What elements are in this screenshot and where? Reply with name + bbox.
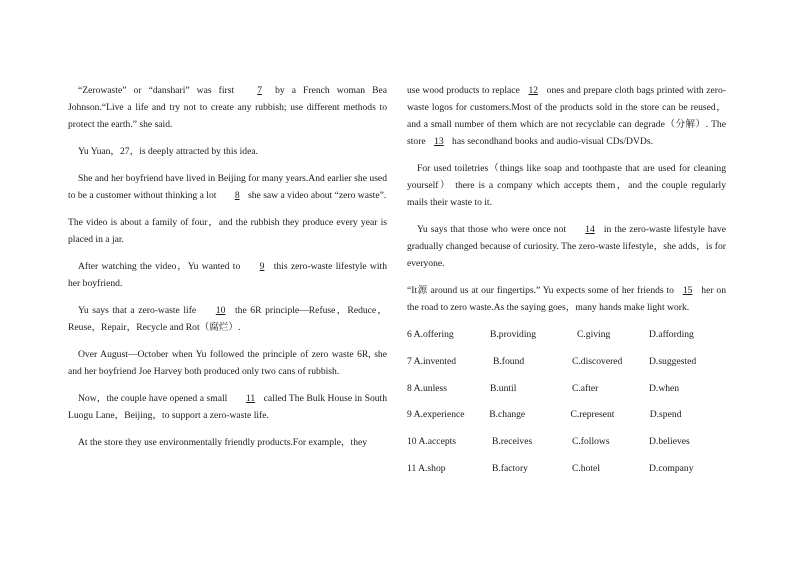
option-7-d: D.suggested (649, 355, 697, 367)
blank-10: 10 (215, 305, 226, 316)
paragraph-4: The video is about a family of four，and the rubbish they produce every year is placed in a jar. (68, 217, 387, 245)
option-row-10 (407, 433, 726, 450)
option-11-c: C.hotel (572, 462, 600, 474)
blank-15: 15 (682, 285, 693, 296)
paragraph-10: use wood products to replace 12 ones and prepare cloth bags printed with zero-waste logos for customers.Most of the products sold in the store can be reused，and a small number of them which are not recyclable can degrade（分解）. The store 13 has secondhand books and audio-visual CDs/DVDs. (407, 82, 726, 150)
option-row-11 (407, 460, 726, 477)
blank-8: 8 (234, 190, 240, 201)
right-column (407, 82, 726, 487)
paragraph-11: For used toiletries（things like soap and toothpaste that are used for cleaning yourself） there is a company which accepts them，and the couple regularly mails their waste to it. (407, 163, 726, 208)
option-row-6 (407, 326, 726, 343)
option-7-a: 7 A.invented (407, 355, 457, 367)
option-9-b: B.change (489, 409, 526, 421)
blank-7: 7 (257, 85, 262, 96)
option-9-a: 9 A.experience (407, 409, 465, 421)
option-6-b: B.providing (490, 329, 537, 340)
paragraph-13: “It源 around us at our fingertips.” Yu expects some of her friends to 15 her on the road to zero waste.As the saying goes，many hands make light work. (407, 282, 726, 316)
option-11-d: D.company (649, 462, 694, 474)
paragraph-9: At the store they use environmentally friendly products.For example，they (78, 437, 368, 448)
answer-options (407, 326, 726, 477)
option-8-c: C.after (572, 382, 599, 394)
option-row-8 (407, 380, 726, 397)
option-10-a: 10 A.accepts (407, 436, 457, 448)
paragraph-5: After watching the video，Yu wanted to 9 this zero-waste lifestyle with her boyfriend. (68, 258, 387, 292)
paragraph-6: Yu says that a zero-waste life 10 the 6R principle—Refuse，Reduce，Reuse，Repair，Recycle and Rot（腐烂）. (68, 302, 387, 336)
option-11-a: 11 A.shop (407, 462, 446, 474)
paragraph-3: She and her boyfriend have lived in Beijing for many years.And earlier she used to be a customer without thinking a lot 8 she saw a video about “zero waste”. (68, 170, 387, 204)
blank-13: 13 (434, 136, 444, 147)
paragraph-7: Over August—October when Yu followed the principle of zero waste 6R, she and her boyfriend Joe Harvey both produced only two cans of rubbish. (68, 349, 387, 377)
option-7-c: C.discovered (572, 355, 623, 367)
paragraph-12: Yu says that those who were once not 14 in the zero-waste lifestyle have gradually changed because of curiosity. The zero-waste lifestyle，she adds，is for everyone. (407, 221, 726, 272)
option-7-b: B.found (493, 355, 525, 367)
option-8-d: D.when (649, 382, 680, 394)
option-row-9 (407, 406, 726, 423)
option-8-a: 8 A.unless (407, 382, 447, 394)
option-6-d: D.affording (649, 329, 694, 340)
option-6-c: C.giving (577, 329, 611, 340)
blank-11: 11 (245, 393, 256, 404)
left-column (68, 82, 387, 461)
blank-14: 14 (585, 224, 595, 235)
option-row-7 (407, 353, 726, 370)
option-10-d: D.believes (649, 436, 690, 448)
blank-12: 12 (528, 85, 539, 96)
paragraph-8: Now，the couple have opened a small 11 called The Bulk House in South Luogu Lane，Beijing，to support a zero-waste life. (68, 390, 387, 424)
option-11-b: B.factory (492, 462, 528, 474)
paragraph-2: Yu Yuan，27，is deeply attracted by this idea. (78, 146, 259, 157)
option-9-c: C.represent (570, 409, 615, 421)
option-10-b: B.receives (492, 436, 533, 448)
option-10-c: C.follows (572, 436, 610, 448)
option-6-a: 6 A.offering (407, 329, 454, 340)
option-9-d: D.spend (649, 409, 682, 421)
option-8-b: B.until (490, 382, 517, 394)
blank-9: 9 (259, 261, 265, 272)
paragraph-1: “Zerowaste” or “danshari” was first 7 by a French woman Bea Johnson.“Live a life and try not to create any rubbish; use different methods to protect the earth.” she said. (68, 82, 387, 133)
